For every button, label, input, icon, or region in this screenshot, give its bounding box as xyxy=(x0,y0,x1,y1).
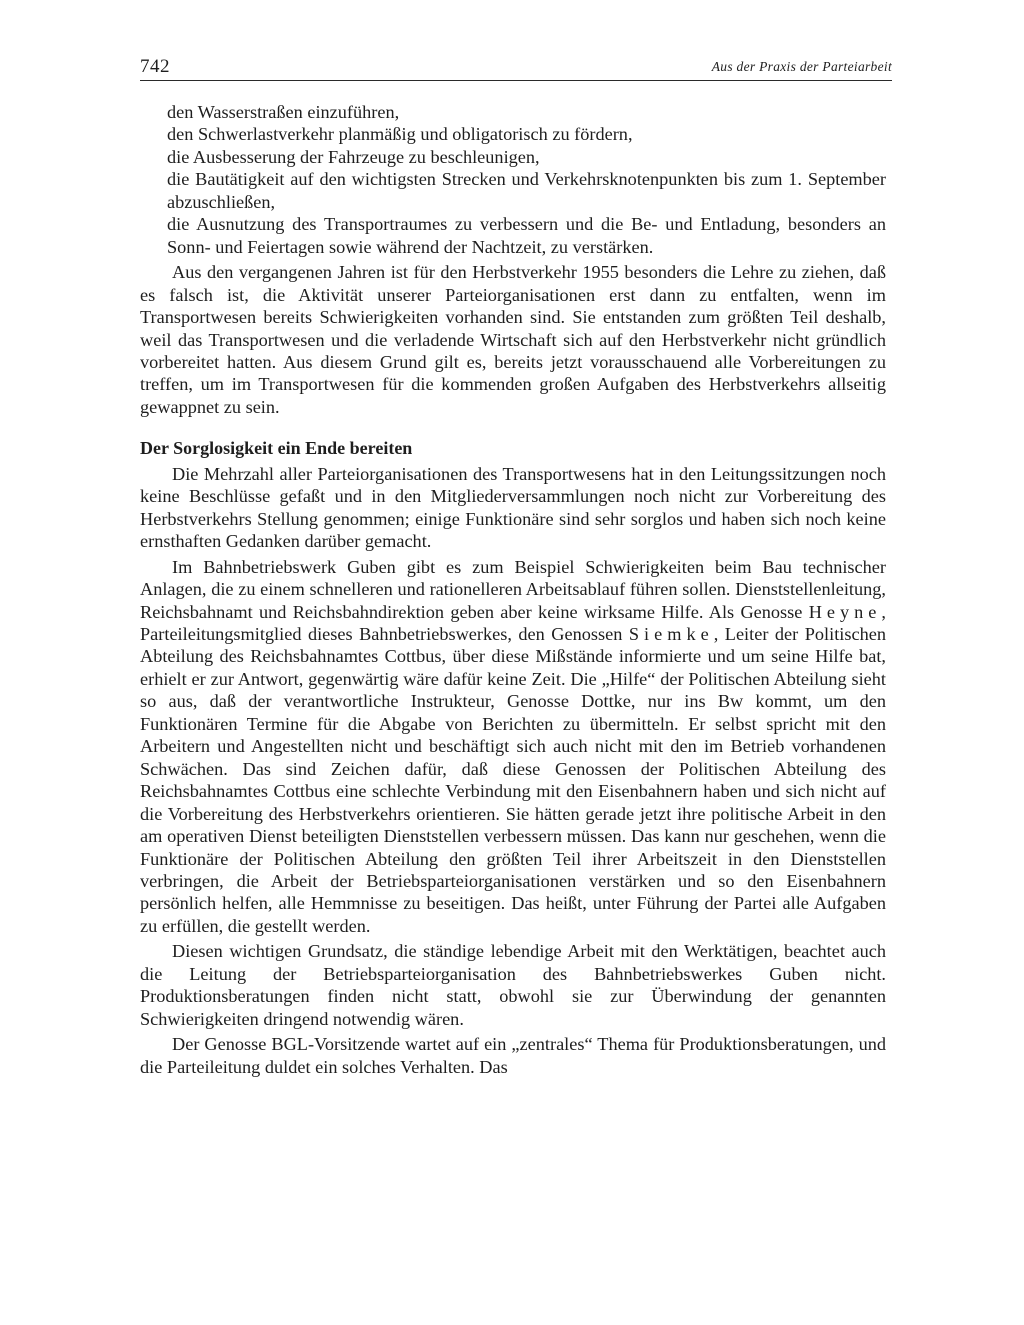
page-header xyxy=(140,56,892,82)
paragraph: Aus den vergangenen Jahren ist für den Herbstverkehr 1955 besonders die Lehre zu ziehen, daß es falsch ist, die Aktivität unserer Parteiorganisationen erst dann zu entfalten, wenn im Transportwesen bereits Schwierigkeiten vorhanden sind. Sie entstanden zum größten Teil deshalb, weil das Transportwesen und die verladende Wirtschaft sich auf den Herbstverkehr nicht gründlich vorbereitet hatten. Aus diesem Grund gilt es, bereits jetzt vorausschauend alle Vorbereitungen zu treffen, um im Transportwesen für die kommenden großen Aufgaben des Herbstverkehrs allseitig gewappnet zu sein. xyxy=(140,262,886,417)
list-item: den Wasserstraßen einzuführen, xyxy=(167,102,400,122)
body-text xyxy=(140,101,886,1078)
paragraph-text: , Parteileitungsmitglied dieses Bahnbetriebswerkes, den Genossen xyxy=(140,601,886,644)
running-head: Aus der Praxis der Parteiarbeit xyxy=(711,59,892,74)
list-item: die Ausbesserung der Fahrzeuge zu beschleunigen, xyxy=(167,146,540,167)
header-rule xyxy=(140,80,892,81)
paragraph xyxy=(140,556,886,938)
person-name: Heyne xyxy=(808,601,882,622)
paragraph: Der Genosse BGL-Vorsitzende wartet auf ein „zentrales“ Thema für Produktionsberatungen, und die Parteileitung duldet ein solches Verhalten. Das xyxy=(140,1034,886,1077)
paragraph: Diesen wichtigen Grundsatz, die ständige lebendige Arbeit mit den Werktätigen, beachtet auch die Leitung der Betriebsparteiorganisation des Bahnbetriebswerkes Guben nicht. Produktionsberatungen finden nicht statt, obwohl sie zur Überwindung der genannten Schwierigkeiten dringend notwendig wären. xyxy=(140,941,886,1029)
person-name: Siemke xyxy=(628,623,714,644)
list-item: die Bautätigkeit auf den wichtigsten Strecken und Verkehrsknotenpunkten bis zum 1. September abzuschließen, xyxy=(167,169,886,212)
section-heading: Der Sorglosigkeit ein Ende bereiten xyxy=(140,438,413,459)
paragraph-text: Im Bahnbetriebswerk Guben gibt es zum Beispiel Schwierigkeiten beim Bau technischer Anlagen, die zu einem schnelleren und rationelleren Arbeitsablauf führen sollen. Dienststellenleitung, Reichsbahnamt und Reichsbahndirektion geben aber keine wirksame Hilfe. Als Genosse xyxy=(140,556,886,622)
list-item: die Ausnutzung des Transportraumes zu verbessern und die Be- und Entladung, besonders an Sonn- und Feiertagen sowie während der Nachtzeit, zu verstärken. xyxy=(167,214,886,257)
page-number: 742 xyxy=(140,56,170,77)
paragraph-text: , Leiter der Politischen Abteilung des Reichsbahnamtes Cottbus, über diese Mißstände informierte und um seine Hilfe bat, erhielt er zur Antwort, gegenwärtig wäre dafür keine Zeit. Die „Hilfe“ der Politischen Abteilung sieht so aus, daß der verantwortliche Instrukteur, Genosse Dottke, nur ins Bw kommt, um den Funktionären Termine für die Abgabe von Berichten zu übermitteln. Er selbst spricht mit den Arbeitern und Angestellten nicht und beschäftigt sich auch nicht mit den im Betrieb vorhandenen Schwächen. Das sind Zeichen dafür, daß diese Genossen der Politischen Abteilung des Reichsbahnamtes Cottbus eine schlechte Verbindung mit den Eisenbahnern haben und sich nicht auf die Vorbereitung des Herbstverkehrs orientieren. Sie hätten gerade jetzt ihre politische Arbeit in den am operativen Dienst beteiligten Dienststellen verbessern müssen. Das kann nur geschehen, wenn die Funktionäre der Politischen Abteilung den größten Teil ihrer Arbeitszeit in den Dienststellen verbringen, die Arbeit der Betriebsparteiorganisationen verstärken und so den Eisenbahnern persönlich helfen, alle Hemmnisse zu beseitigen. Das heißt, unter Führung der Partei alle Aufgaben zu erfüllen, die gestellt werden. xyxy=(140,623,886,936)
paragraph: Die Mehrzahl aller Parteiorganisationen des Transportwesens hat in den Leitungssitzungen noch keine Beschlüsse gefaßt und in den Mitgliederversammlungen noch nicht zur Vorbereitung des Herbstverkehrs Stellung genommen; einige Funktionäre sind sehr sorglos und haben sich noch keine ernsthaften Gedanken darüber gemacht. xyxy=(140,463,886,552)
list-item: den Schwerlastverkehr planmäßig und obligatorisch zu fördern, xyxy=(167,124,633,145)
